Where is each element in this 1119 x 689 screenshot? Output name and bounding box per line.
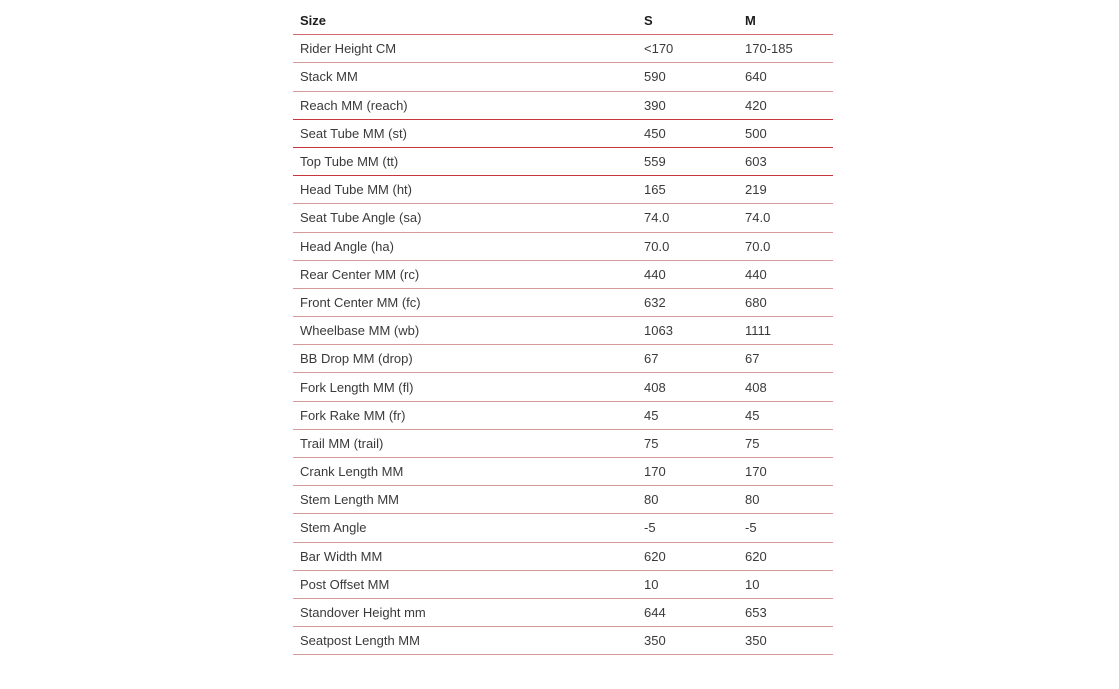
row-label: Post Offset MM	[293, 570, 637, 598]
row-value-s: 559	[637, 147, 738, 175]
row-value-s: 408	[637, 373, 738, 401]
row-value-s: 390	[637, 91, 738, 119]
row-label: Head Tube MM (ht)	[293, 176, 637, 204]
table-row	[293, 204, 833, 232]
row-value-s: 70.0	[637, 232, 738, 260]
row-value-m: 170	[738, 458, 833, 486]
table-body	[293, 35, 833, 655]
row-value-m: 603	[738, 147, 833, 175]
row-label: BB Drop MM (drop)	[293, 345, 637, 373]
row-value-m: 67	[738, 345, 833, 373]
row-label: Seat Tube Angle (sa)	[293, 204, 637, 232]
row-label: Seat Tube MM (st)	[293, 119, 637, 147]
table-row	[293, 570, 833, 598]
table-row	[293, 91, 833, 119]
row-label: Top Tube MM (tt)	[293, 147, 637, 175]
table-row	[293, 598, 833, 626]
row-value-m: 45	[738, 401, 833, 429]
row-label: Stack MM	[293, 63, 637, 91]
row-value-m: 420	[738, 91, 833, 119]
table-row	[293, 288, 833, 316]
header-size: Size	[293, 7, 637, 35]
row-label: Stem Angle	[293, 514, 637, 542]
row-value-s: 67	[637, 345, 738, 373]
row-label: Bar Width MM	[293, 542, 637, 570]
table-row	[293, 63, 833, 91]
row-value-s: 440	[637, 260, 738, 288]
row-value-m: 1111	[738, 317, 833, 345]
row-value-s: 590	[637, 63, 738, 91]
row-value-s: 170	[637, 458, 738, 486]
row-value-s: 632	[637, 288, 738, 316]
row-label: Stem Length MM	[293, 486, 637, 514]
row-value-m: 70.0	[738, 232, 833, 260]
row-value-m: 620	[738, 542, 833, 570]
row-label: Fork Rake MM (fr)	[293, 401, 637, 429]
row-value-m: 75	[738, 429, 833, 457]
table-row	[293, 401, 833, 429]
row-value-m: -5	[738, 514, 833, 542]
table-row	[293, 232, 833, 260]
row-label: Head Angle (ha)	[293, 232, 637, 260]
row-label: Trail MM (trail)	[293, 429, 637, 457]
row-value-m: 80	[738, 486, 833, 514]
row-label: Reach MM (reach)	[293, 91, 637, 119]
row-label: Wheelbase MM (wb)	[293, 317, 637, 345]
row-value-m: 74.0	[738, 204, 833, 232]
row-label: Front Center MM (fc)	[293, 288, 637, 316]
table-row	[293, 317, 833, 345]
row-label: Seatpost Length MM	[293, 627, 637, 655]
row-value-s: 74.0	[637, 204, 738, 232]
row-value-s: 75	[637, 429, 738, 457]
row-value-m: 440	[738, 260, 833, 288]
table-row	[293, 260, 833, 288]
geometry-table	[293, 7, 833, 655]
row-value-m: 640	[738, 63, 833, 91]
table-row	[293, 458, 833, 486]
table-row	[293, 627, 833, 655]
row-value-m: 653	[738, 598, 833, 626]
table-row	[293, 147, 833, 175]
row-label: Standover Height mm	[293, 598, 637, 626]
row-label: Rider Height CM	[293, 35, 637, 63]
table-row	[293, 345, 833, 373]
row-value-s: 165	[637, 176, 738, 204]
table-row	[293, 514, 833, 542]
row-value-m: 10	[738, 570, 833, 598]
table-row	[293, 429, 833, 457]
row-value-s: 450	[637, 119, 738, 147]
table-row	[293, 35, 833, 63]
row-value-s: 350	[637, 627, 738, 655]
table-row	[293, 176, 833, 204]
table-row	[293, 542, 833, 570]
table-header-row	[293, 7, 833, 35]
table-row	[293, 486, 833, 514]
row-value-m: 350	[738, 627, 833, 655]
row-label: Rear Center MM (rc)	[293, 260, 637, 288]
header-size-s: S	[637, 7, 738, 35]
row-value-s: 620	[637, 542, 738, 570]
row-value-s: 10	[637, 570, 738, 598]
table-row	[293, 119, 833, 147]
row-value-m: 219	[738, 176, 833, 204]
row-value-s: <170	[637, 35, 738, 63]
row-label: Fork Length MM (fl)	[293, 373, 637, 401]
row-value-s: 80	[637, 486, 738, 514]
row-value-s: 1063	[637, 317, 738, 345]
table-row	[293, 373, 833, 401]
row-value-s: -5	[637, 514, 738, 542]
row-value-m: 680	[738, 288, 833, 316]
header-size-m: M	[738, 7, 833, 35]
row-value-m: 170-185	[738, 35, 833, 63]
row-value-m: 500	[738, 119, 833, 147]
row-label: Crank Length MM	[293, 458, 637, 486]
row-value-s: 45	[637, 401, 738, 429]
row-value-m: 408	[738, 373, 833, 401]
row-value-s: 644	[637, 598, 738, 626]
